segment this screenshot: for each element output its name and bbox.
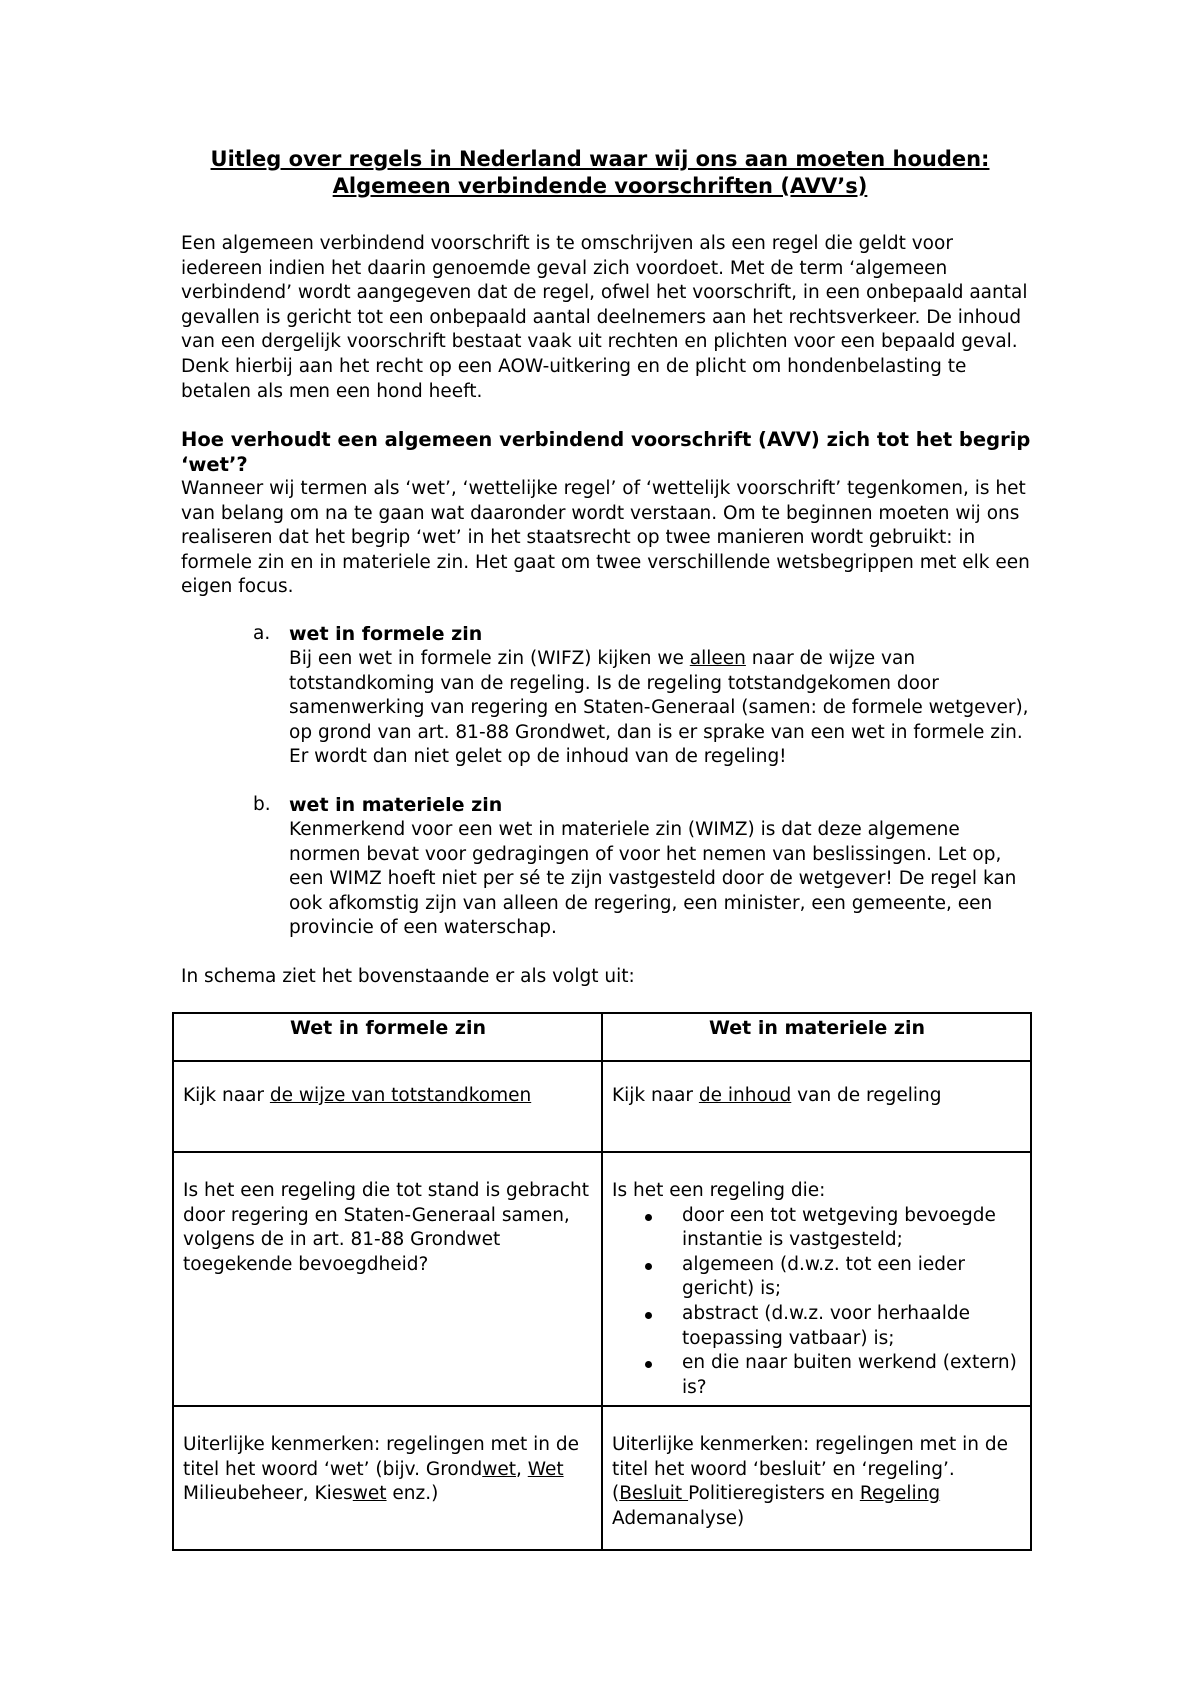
section-heading: Hoe verhoudt een algemeen verbindend voorschrift (AVV) zich tot het begrip ‘wet’?	[181, 428, 1031, 476]
bullet-list	[612, 1204, 1022, 1401]
table-row	[173, 1152, 1031, 1406]
list-term: wet in materiele zin	[289, 794, 503, 816]
document-title	[170, 146, 1030, 200]
table-header-row	[173, 1013, 1031, 1061]
comparison-table	[172, 1012, 1032, 1551]
bullet-item: abstract (d.w.z. voor herhaalde toepassing vatbaar) is;	[682, 1302, 1022, 1351]
bullet-item: algemeen (d.w.z. tot een ieder gericht) is;	[682, 1253, 1022, 1302]
table-cell: Kijk naar de wijze van totstandkomen	[173, 1061, 602, 1152]
list-marker: b.	[253, 794, 271, 815]
list-body: Bij een wet in formele zin (WIFZ) kijken we alleen naar de wijze van totstandkoming van de regeling. Is de regeling totstandgekomen door samenwerking van regering en Staten-Generaal (samen: de formele wetgever), op grond van art. 81-88 Grondwet, dan is er sprake van een wet in formele zin. Er wordt dan niet gelet op de inhoud van de regeling!	[289, 648, 1029, 768]
list-term: wet in formele zin	[289, 623, 483, 645]
table-cell	[602, 1152, 1031, 1406]
table-header-cell: Wet in materiele zin	[602, 1013, 1031, 1061]
intro-paragraph: Een algemeen verbindend voorschrift is te omschrijven als een regel die geldt voor iedereen indien het daarin genoemde geval zich voordoet. Met de term ‘algemeen verbindend’ wordt aangegeven dat de regel, ofwel het voorschrift, in een onbepaald aantal gevallen is gericht tot een onbepaald aantal deelnemers aan het rechtsverkeer. De inhoud van een dergelijk voorschrift bestaat vaak uit rechten en plichten voor een bepaald geval. Denk hierbij aan het recht op een AOW-uitkering en de plicht om hondenbelasting te betalen als men een hond heeft.	[181, 233, 1028, 402]
list-body: Kenmerkend voor een wet in materiele zin (WIMZ) is dat deze algemene normen bevat voor gedragingen of voor het nemen van beslissingen. Let op, een WIMZ hoeft niet per sé te zijn vastgesteld door de wetgever! De regel kan ook afkomstig zijn van alleen de regering, een minister, een gemeente, een provincie of een waterschap.	[289, 819, 1017, 939]
title-line-1: Uitleg over regels in Nederland waar wij ons aan moeten houden:	[210, 147, 990, 171]
schema-intro: In schema ziet het bovenstaande er als volgt uit:	[181, 966, 635, 987]
list-marker: a.	[253, 623, 271, 644]
bullet-intro: Is het een regeling die:	[612, 1180, 826, 1201]
table-header-cell: Wet in formele zin	[173, 1013, 602, 1061]
table-row	[173, 1406, 1031, 1550]
table-row	[173, 1061, 1031, 1152]
table-cell: Uiterlijke kenmerken: regelingen met in de titel het woord ‘wet’ (bijv. Grondwet, Wet Milieubeheer, Kieswet enz.)	[173, 1406, 602, 1550]
title-line-2: Algemeen verbindende voorschriften (AVV’s)	[332, 174, 868, 198]
table-cell: Kijk naar de inhoud van de regeling	[602, 1061, 1031, 1152]
table-cell: Uiterlijke kenmerken: regelingen met in de titel het woord ‘besluit’ en ‘regeling’. (Besluit Politieregisters en Regeling Ademanalyse)	[602, 1406, 1031, 1550]
underlined-text: alleen	[689, 648, 746, 669]
section-paragraph: Wanneer wij termen als ‘wet’, ‘wettelijke regel’ of ‘wettelijk voorschrift’ tegenkomen, is het van belang om na te gaan wat daaronder wordt verstaan. Om te beginnen moeten wij ons realiseren dat het begrip ‘wet’ in het staatsrecht op twee manieren wordt gebruikt: in formele zin en in materiele zin. Het gaat om twee verschillende wetsbegrippen met elk een eigen focus.	[181, 478, 1030, 598]
bullet-item: door een tot wetgeving bevoegde instantie is vastgesteld;	[682, 1204, 1022, 1253]
table-cell: Is het een regeling die tot stand is gebracht door regering en Staten-Generaal samen, volgens de in art. 81-88 Grondwet toegekende bevoegdheid?	[173, 1152, 602, 1406]
bullet-item: en die naar buiten werkend (extern) is?	[682, 1351, 1022, 1400]
